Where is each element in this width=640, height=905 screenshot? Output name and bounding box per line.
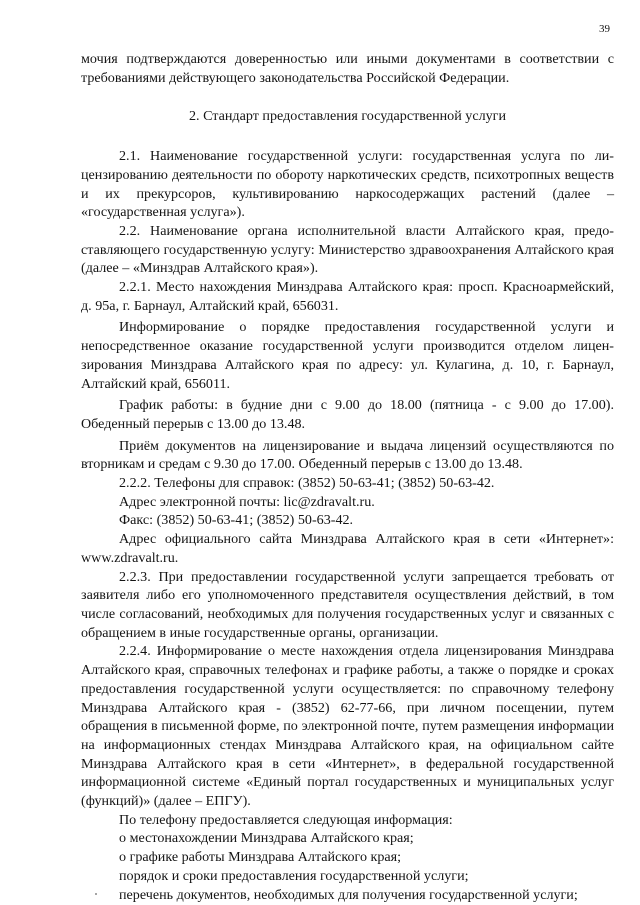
paragraph-continuation: мочия подтверждаются доверенностью или иными документами в соответствии с требованиями действующего законодательства Российской Федерации. [81,51,614,86]
paragraph-email: Адрес электронной почты: lic@zdravalt.ru. [119,493,375,510]
paragraph-2-2: 2.2. Наименование органа исполнительной власти Алтайского края, предоставляющего государственную услугу: Министерство здравоохранения Алтайского края (далее – «Минздрав Алтайского края»). [81,222,614,277]
paragraph-fax: Факс: (3852) 50-63-41; (3852) 50-63-42. [119,512,354,529]
paragraph-website: Адрес официального сайта Минздрава Алтайского края в сети «Интернет»: www.zdravalt.ru. [81,531,614,566]
paragraph-2-2-2-phones: 2.2.2. Телефоны для справок: (3852) 50-63-41; (3852) 50-63-42. [119,475,495,492]
list-item-location: о местонахождении Минздрава Алтайского края; [119,830,414,847]
paragraph-phone-info-intro: По телефону предоставляется следующая информация: [119,811,453,828]
section-heading: 2. Стандарт предоставления государственной услуги [189,108,506,125]
list-item-documents: перечень документов, необходимых для получения государственной услуги; [119,886,578,903]
paragraph-schedule: График работы: в будние дни с 9.00 до 18.00 (пятница - с 9.00 до 17.00). Обеденный перерыв с 13.00 до 13.48. [81,397,614,432]
paragraph-2-2-1: 2.2.1. Место нахождения Минздрава Алтайского края: просп. Красноармейский, д. 95а, г. Барнаул, Алтайский край, 656031. [81,279,614,314]
paragraph-informing: Информирование о порядке предоставления государственной услуги и непосредственное оказание государственной услуги производится отделом лицензирования Минздрава Алтайского края по адресу: ул. Кулагина, д. 10, г. Барнаул, Алтайский край, 656011. [81,319,614,392]
paragraph-reception: Приём документов на лицензирование и выдача лицензий осуществляются по вторникам и средам с 9.30 до 17.00. Обеденный перерыв с 13.00 до 13.48. [81,437,614,473]
list-item-schedule: о графике работы Минздрава Алтайского края; [119,849,402,866]
scan-speck [95,893,97,895]
list-item-procedure: порядок и сроки предоставления государственной услуги; [119,867,469,884]
page-number: 39 [599,23,610,35]
document-body [81,50,614,904]
paragraph-2-2-4: 2.2.4. Информирование о месте нахождения отдела лицензирования Минздрава Алтайского края, справочных телефонах и графике работы, а также о порядке и сроках предоставления государственной услуги осуществляется: по справочному телефону Минздрава Алтайского края - (3852) 62-77-66, при личном посещении, путем обращения в письменной форме, по электронной почте, путем размещения информации на информационных стендах Минздрава Алтайского края, на официальном сайте Минздрава Алтайского края в сети «Интернет», в федеральной государственной информационной системе «Единый портал государственных и муниципальных услуг (функций)» (далее – ЕПГУ). [81,643,614,810]
paragraph-2-1: 2.1. Наименование государственной услуги: государственная услуга по лицензированию деятельности по обороту наркотических средств, психотропных веществ и их прекурсоров, культивированию наркосодержащих растений (далее – «государственная услуга»). [81,148,614,221]
paragraph-2-2-3: 2.2.3. При предоставлении государственной услуги запрещается требовать от заявителя либо его уполномоченного представителя осуществления действий, в том числе согласований, необходимых для получения государственных услуг и связанных с обращением в иные государственные органы, организации. [81,568,614,641]
